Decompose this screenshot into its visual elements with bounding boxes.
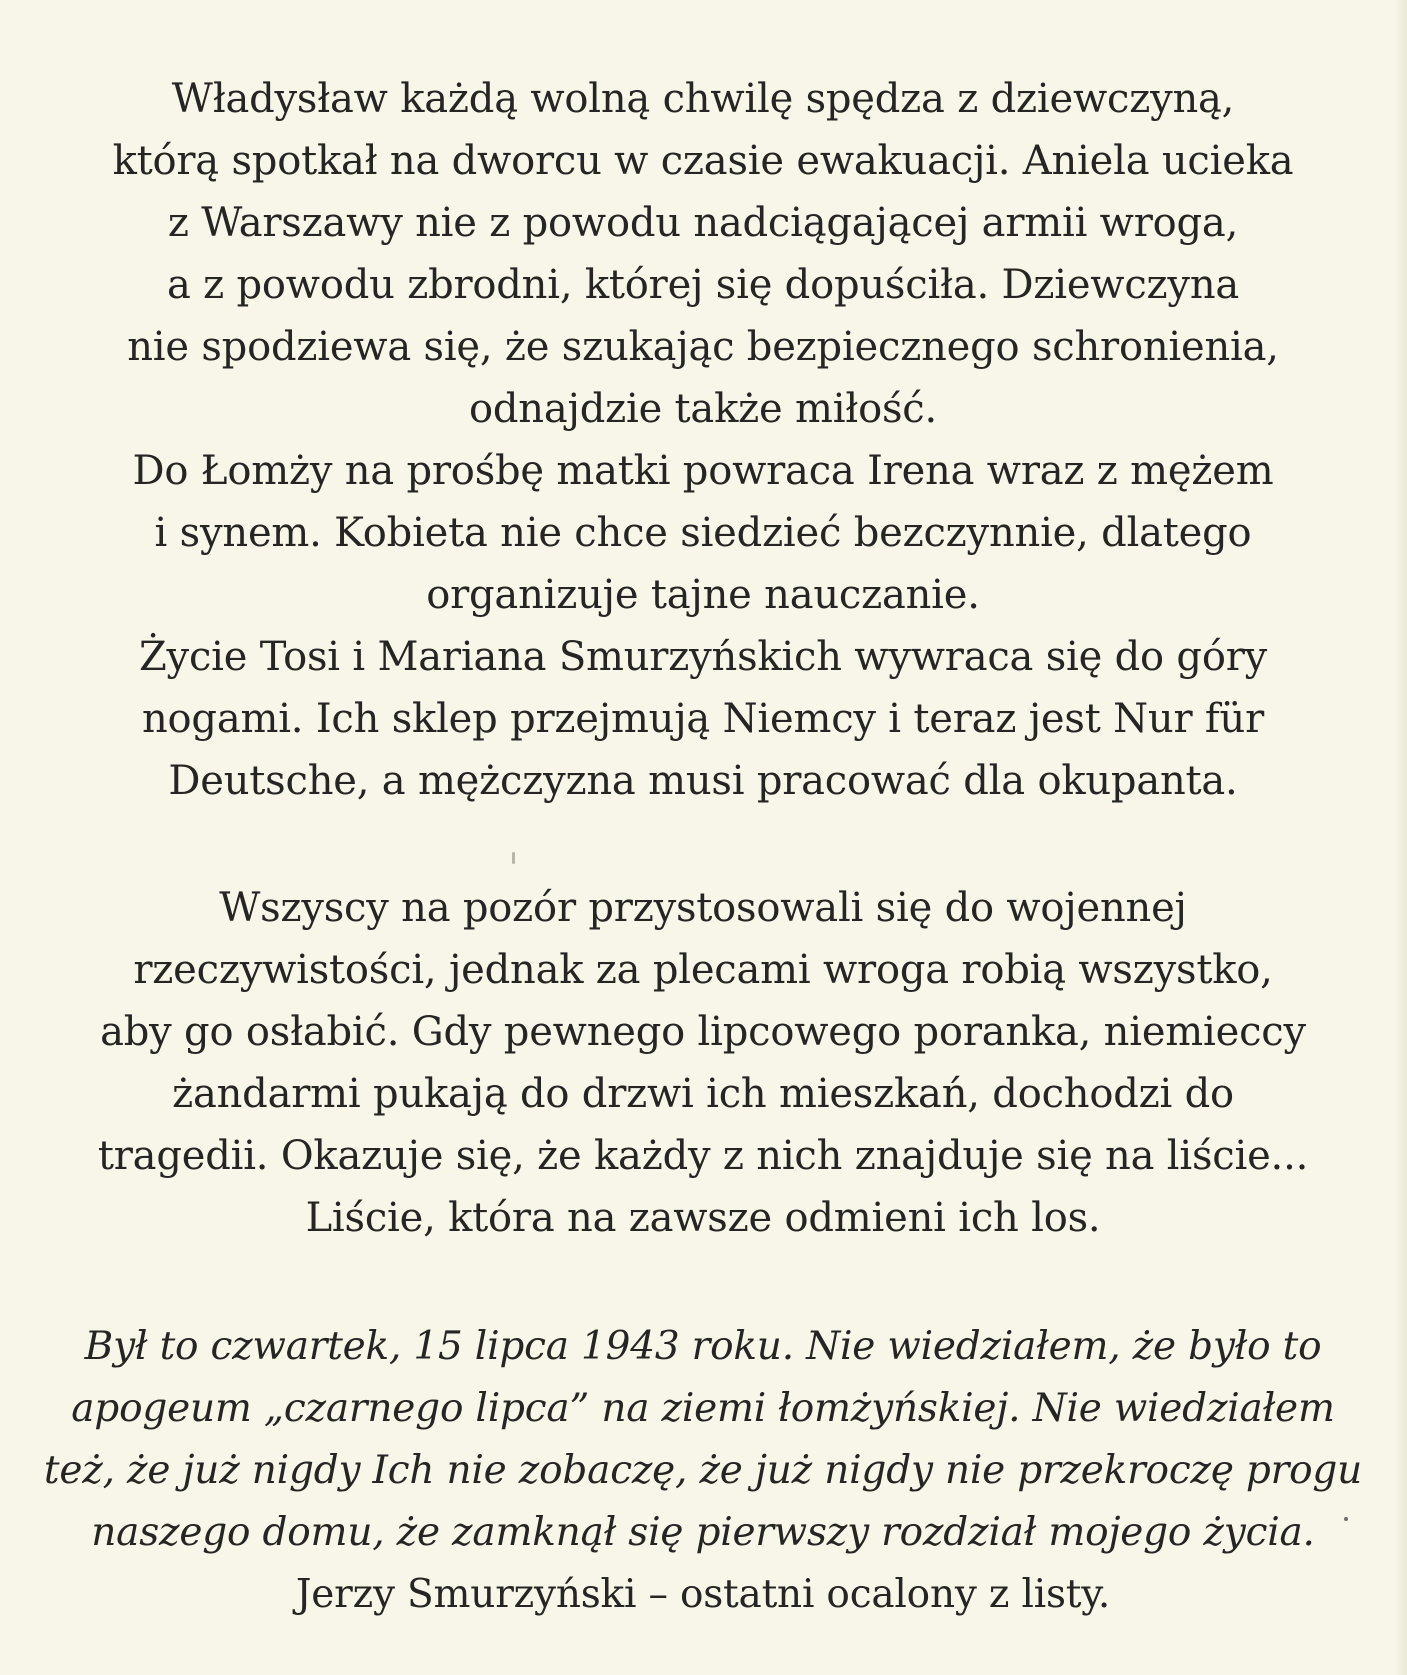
- text-line: Liście, która na zawsze odmieni ich los.: [305, 1195, 1101, 1241]
- page-edge-shadow: [1395, 0, 1407, 1675]
- quote-line: apogeum „czarnego lipca” na ziemi łomżyńskiej. Nie wiedziałem: [71, 1386, 1335, 1431]
- text-line: Deutsche, a mężczyzna musi pracować dla okupanta.: [168, 758, 1238, 804]
- text-line: Władysław każdą wolną chwilę spędza z dziewczyną,: [171, 76, 1235, 122]
- text-line: aby go osłabić. Gdy pewnego lipcowego poranka, niemieccy: [100, 1009, 1306, 1055]
- text-line: rzeczywistości, jednak za plecami wroga robią wszystko,: [133, 947, 1273, 993]
- synopsis-paragraph-2: [40, 877, 1366, 1249]
- text-line: z Warszawy nie z powodu nadciągającej armii wroga,: [167, 200, 1239, 246]
- quote-line: Był to czwartek, 15 lipca 1943 roku. Nie wiedziałem, że było to: [84, 1324, 1322, 1369]
- author-quote: [40, 1316, 1366, 1626]
- text-line: odnajdzie także miłość.: [469, 386, 937, 432]
- text-line: którą spotkał na dworcu w czasie ewakuacji. Aniela ucieka: [112, 138, 1294, 184]
- text-line: Wszyscy na pozór przystosowali się do wojennej: [219, 885, 1187, 931]
- text-line: Do Łomży na prośbę matki powraca Irena wraz z mężem: [132, 448, 1274, 494]
- text-line: a z powodu zbrodni, której się dopuściła. Dziewczyna: [166, 262, 1240, 308]
- quote-line: też, że już nigdy Ich nie zobaczę, że już nigdy nie przekroczę progu: [43, 1448, 1363, 1493]
- text-line: tragedii. Okazuje się, że każdy z nich znajduje się na liście...: [97, 1133, 1309, 1179]
- text-line: organizuje tajne nauczanie.: [426, 572, 980, 618]
- text-line: Życie Tosi i Mariana Smurzyńskich wywraca się do góry: [138, 634, 1268, 680]
- text-line: nie spodziewa się, że szukając bezpiecznego schronienia,: [127, 324, 1279, 370]
- text-line: żandarmi pukają do drzwi ich mieszkań, dochodzi do: [172, 1071, 1234, 1117]
- quote-attribution: Jerzy Smurzyński – ostatni ocalony z listy.: [295, 1572, 1111, 1617]
- print-mark: [512, 852, 515, 864]
- quote-line: naszego domu, że zamknął się pierwszy rozdział mojego życia.: [91, 1510, 1315, 1555]
- text-line: i synem. Kobieta nie chce siedzieć bezczynnie, dlatego: [154, 510, 1252, 556]
- text-line: nogami. Ich sklep przejmują Niemcy i teraz jest Nur für: [141, 696, 1264, 742]
- synopsis-paragraph-1: [40, 68, 1366, 812]
